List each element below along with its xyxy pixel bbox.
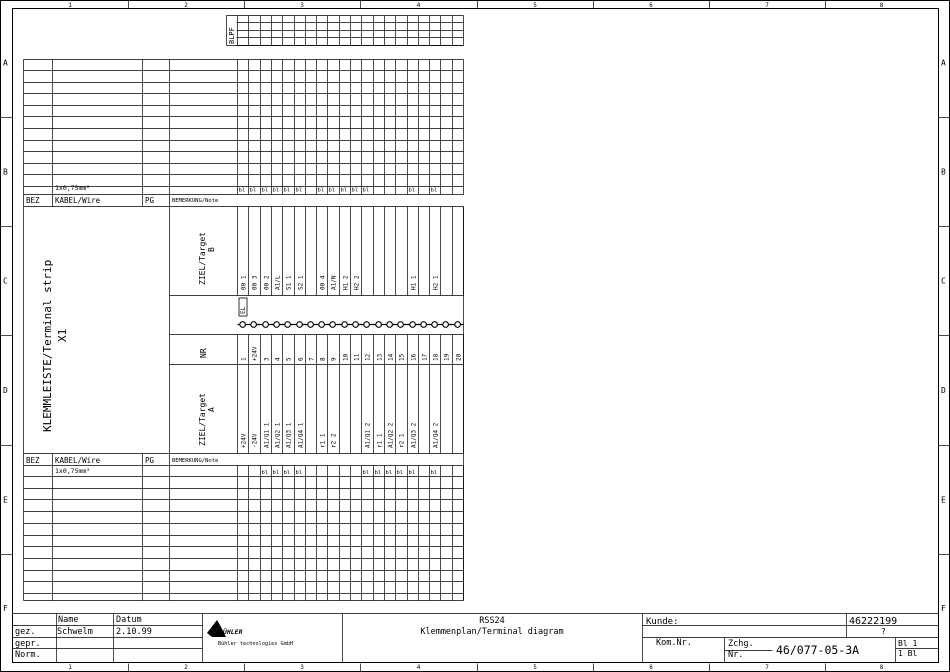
column-marker-bottom: 3	[300, 664, 304, 671]
grid-lines	[13, 16, 939, 663]
column-marker-top: 3	[300, 2, 304, 9]
terminal-target-a: A1/Q1 2	[364, 422, 372, 448]
top-bl-mark: bl	[283, 187, 291, 194]
terminal-target-a: A1/Q4 2	[432, 422, 440, 448]
drawn-by-name: Schwelm	[57, 627, 93, 637]
column-marker-top: 7	[765, 2, 769, 9]
terminal-target-a: r2 2	[330, 433, 338, 448]
terminal-number: 20	[455, 353, 463, 361]
row-marker-left: B	[3, 167, 8, 177]
terminal-point	[308, 322, 314, 328]
top-note-header: BEMERKUNG/Note	[172, 198, 219, 204]
top-bl-mark: bl	[340, 187, 348, 194]
row-marker-left: C	[3, 276, 8, 286]
terminal-point	[376, 322, 382, 328]
company-name: Bühler technologies GmbH	[218, 641, 293, 647]
terminal-point	[319, 322, 325, 328]
terminal-number: 4	[274, 357, 282, 361]
bottom-bl-mark: bl	[362, 470, 370, 476]
strip-title: KLEMMLEISTE/Terminal strip	[41, 259, 54, 432]
bottom-bl-mark: bl	[295, 470, 303, 476]
row-marker-left: A	[3, 58, 8, 68]
terminal-target-b: H1 1	[410, 275, 418, 290]
bottom-pg-header: PG	[145, 456, 155, 465]
nr-label: NR	[199, 348, 208, 358]
terminal-target-a: A1/Q1 1	[263, 422, 271, 448]
question-mark: ?	[881, 627, 886, 636]
column-marker-top: 4	[416, 2, 421, 9]
el-label: EL	[240, 306, 247, 314]
bottom-bl-mark: bl	[385, 470, 393, 476]
name-header: Name	[58, 615, 79, 625]
terminal-point	[330, 322, 336, 328]
terminal-target-b: S2 1	[297, 275, 305, 290]
terminal-target-a: A1/Q3 2	[410, 422, 418, 448]
terminal-target-a: r1 1	[376, 433, 384, 448]
column-marker-top: 1	[68, 2, 72, 9]
kom-nr-label: Kom.Nr.	[656, 638, 692, 648]
row-marker-right: B	[941, 167, 946, 177]
terminal-number: 1	[240, 357, 248, 361]
terminal-target-b: H1 2	[342, 275, 350, 290]
product-name: RSS24	[479, 616, 505, 626]
top-bl-mark: bl	[328, 187, 336, 194]
terminal-point	[443, 322, 449, 328]
top-bl-mark: bl	[295, 187, 303, 194]
bottom-bl-mark: bl	[396, 470, 404, 476]
terminal-point	[455, 322, 461, 328]
terminal-point	[364, 322, 370, 328]
sheet-bl-2: 1 Bl	[898, 649, 918, 658]
terminal-number: 11	[353, 353, 361, 361]
terminal-target-a: A1/Q2 2	[387, 422, 395, 448]
terminal-target-b: A1/L	[274, 275, 282, 290]
top-bl-mark: bl	[261, 187, 269, 194]
blpf-label: BLPF	[228, 27, 236, 44]
bottom-bl-mark: bl	[374, 470, 382, 476]
top-bl-mark: bl	[408, 187, 416, 194]
company-logo	[207, 620, 243, 637]
row-marker-left: F	[3, 604, 8, 613]
terminal-target-a: r1 1	[319, 433, 327, 448]
terminal-point	[342, 322, 348, 328]
kunde-label: Kunde:	[646, 617, 679, 627]
terminal-target-b: S1 1	[285, 275, 293, 290]
column-marker-bottom: 6	[649, 664, 653, 671]
column-marker-top: 8	[879, 2, 884, 9]
terminal-target-b: A1/N	[330, 275, 338, 290]
terminal-number: 8	[319, 357, 327, 361]
row-label-gez: gez.	[15, 627, 36, 637]
bottom-wire-size: 1x0,75mm²	[55, 467, 91, 475]
terminal-number: 5	[285, 357, 293, 361]
terminal-point	[421, 322, 427, 328]
terminal-target-b: H2 2	[353, 275, 361, 290]
top-pg-header: PG	[145, 196, 155, 205]
terminal-target-a: r2 1	[398, 433, 406, 448]
top-bez-header: BEZ	[26, 196, 40, 205]
inner-border	[13, 9, 939, 663]
strip-id: X1	[56, 328, 69, 342]
column-marker-bottom: 1	[68, 664, 72, 671]
column-marker-bottom: 5	[533, 664, 537, 671]
terminal-point	[274, 322, 280, 328]
datum-header: Datum	[116, 615, 142, 625]
terminal-point	[285, 322, 291, 328]
terminal-strip-block	[41, 232, 247, 446]
target-b-letter: B	[207, 247, 216, 252]
terminal-point	[353, 322, 359, 328]
terminal-number: 10	[342, 353, 350, 361]
terminal-number: 18	[432, 353, 440, 361]
bottom-bl-mark: bl	[408, 470, 416, 476]
top-bl-mark: bl	[238, 187, 246, 194]
row-marker-right: C	[941, 276, 946, 286]
terminal-number: 9	[330, 357, 338, 361]
drawn-date: 2.10.99	[116, 627, 152, 637]
bottom-bl-mark: bl	[261, 470, 269, 476]
column-marker-bottom: 8	[879, 664, 884, 671]
column-marker-bottom: 4	[416, 664, 421, 671]
column-marker-bottom: 7	[765, 664, 769, 671]
terminal-target-b: 00 1	[240, 275, 248, 290]
row-marker-right: E	[941, 495, 946, 505]
top-bl-mark: bl	[362, 187, 370, 194]
terminal-target-b: 00 2	[263, 275, 271, 290]
bottom-note-header: BEMERKUNG/Note	[172, 458, 219, 464]
drawing-title: Klemmenplan/Terminal diagram	[420, 627, 564, 637]
row-marker-left: D	[3, 386, 8, 395]
sheet-bl-1: Bl 1	[898, 639, 918, 648]
top-bl-mark: bl	[272, 187, 280, 194]
row-label-norm: Norm.	[15, 650, 41, 660]
terminal-point	[410, 322, 416, 328]
terminal-point	[240, 322, 246, 328]
terminal-number: 7	[308, 357, 316, 361]
terminal-target-a: A1/Q3 1	[285, 422, 293, 448]
logo-text: BÜHLER	[219, 628, 243, 636]
terminal-number: 6	[297, 357, 305, 361]
terminal-number: 17	[421, 353, 429, 361]
terminal-number: 19	[443, 353, 451, 361]
zchg-label: Zchg.	[728, 639, 754, 649]
terminal-target-b: 00 4	[319, 275, 327, 290]
terminal-point	[432, 322, 438, 328]
terminal-target-b: 00 3	[251, 275, 259, 290]
bottom-bl-mark: bl	[283, 470, 291, 476]
zchg-nr-label: Nr.	[728, 650, 744, 660]
kunde-value: 46222199	[849, 616, 898, 627]
terminal-number: 13	[376, 353, 384, 361]
terminal-point	[387, 322, 393, 328]
top-bl-mark: bl	[249, 187, 257, 194]
terminal-point	[251, 322, 257, 328]
terminal-target-b: H2 1	[432, 275, 440, 290]
bottom-kabel-header: KABEL/Wire	[55, 456, 101, 465]
row-marker-left: E	[3, 495, 8, 505]
terminal-number: 14	[387, 353, 395, 361]
terminal-target-a: A1/Q2 1	[274, 422, 282, 448]
top-kabel-header: KABEL/Wire	[55, 196, 101, 205]
terminal-point	[398, 322, 404, 328]
target-a-label: ZIEL/Target	[198, 393, 207, 446]
blpf-table	[228, 27, 236, 44]
row-marker-right: D	[941, 386, 946, 395]
row-marker-right: F	[941, 604, 946, 613]
terminal-point	[297, 322, 303, 328]
terminal-number: 3	[263, 357, 271, 361]
target-a-letter: A	[207, 407, 216, 412]
column-marker-bottom: 2	[184, 664, 188, 671]
top-bl-mark: bl	[317, 187, 325, 194]
terminal-number: 15	[398, 353, 406, 361]
target-b-label: ZIEL/Target	[198, 232, 207, 285]
terminal-target-a: -24V	[251, 433, 259, 448]
terminal-target-a: +24V	[240, 433, 248, 448]
column-marker-top: 6	[649, 2, 653, 9]
top-wire-size: 1x0,75mm²	[55, 184, 91, 192]
column-marker-top: 5	[533, 2, 537, 9]
column-marker-top: 2	[184, 2, 188, 9]
terminal-number: +24V	[251, 346, 259, 361]
top-bl-mark: bl	[430, 187, 438, 194]
top-bl-mark: bl	[351, 187, 359, 194]
bottom-bl-mark: bl	[272, 470, 280, 476]
terminal-number: 12	[364, 353, 372, 361]
drawing-number: 46/077-05-3A	[776, 643, 860, 657]
row-label-gepr: gepr.	[15, 639, 41, 649]
terminal-number: 16	[410, 353, 418, 361]
terminal-target-a: A1/Q4 1	[297, 422, 305, 448]
bottom-bez-header: BEZ	[26, 456, 40, 465]
bottom-bl-mark: bl	[430, 470, 438, 476]
terminal-point	[263, 322, 269, 328]
row-marker-right: A	[941, 58, 946, 68]
